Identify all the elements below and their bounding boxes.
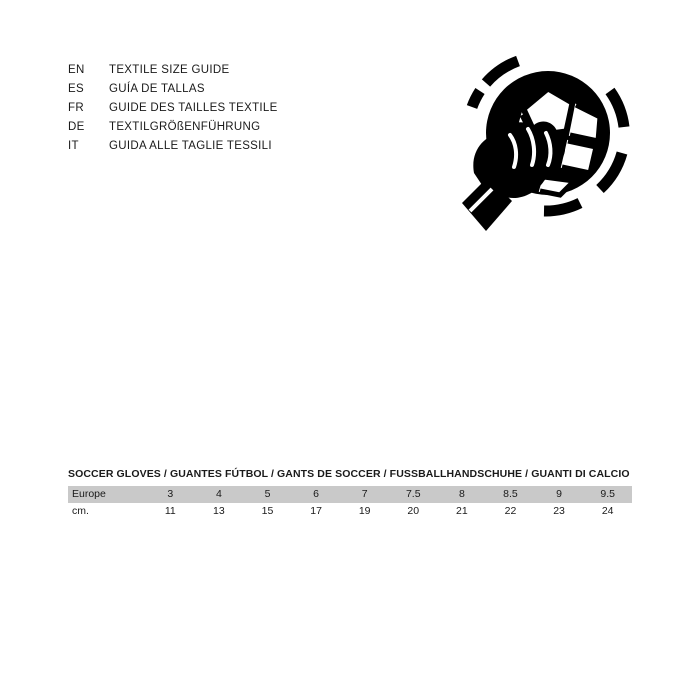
size-table-caption: SOCCER GLOVES / GUANTES FÚTBOL / GANTS DE SOCCER / FUSSBALLHANDSCHUHE / GUANTI DI CALCIO [68, 468, 630, 480]
table-row [68, 486, 632, 503]
table-cell: 7.5 [405, 488, 421, 500]
table-cell: 6 [313, 488, 319, 500]
table-cell: 9.5 [600, 488, 615, 500]
table-cell: 4 [215, 488, 222, 500]
language-title: TEXTILE SIZE GUIDE [109, 64, 230, 76]
language-title: GUIDE DES TAILLES TEXTILE [109, 102, 278, 114]
language-code: EN [68, 64, 85, 76]
table-cell: 9 [556, 488, 562, 500]
row-label: Europe [72, 488, 106, 500]
goalkeeper-glove-and-ball-icon [440, 55, 630, 235]
table-cell: 8 [458, 488, 465, 500]
table-cell: 17 [310, 505, 322, 517]
table-cell: 3 [167, 488, 174, 500]
table-cell: 23 [553, 505, 565, 517]
language-row-de [68, 121, 488, 139]
language-code: ES [68, 83, 84, 95]
table-cell: 19 [358, 505, 371, 517]
table-row [68, 503, 632, 520]
language-row-es [68, 83, 488, 101]
soccer-gloves-size-table [68, 468, 632, 520]
table-cell: 11 [164, 505, 176, 517]
table-cell: 7 [361, 488, 368, 500]
size-guide-header [68, 64, 488, 159]
table-cell: 21 [456, 505, 468, 517]
language-title: TEXTILGRÖßENFÜHRUNG [109, 121, 261, 133]
language-code: DE [68, 121, 85, 133]
table-cell: 8.5 [503, 488, 518, 500]
table-cell: 15 [261, 505, 274, 517]
language-code: FR [68, 102, 84, 114]
table-cell: 20 [407, 505, 420, 517]
language-row-fr [68, 102, 488, 120]
language-title: GUÍA DE TALLAS [109, 83, 205, 95]
language-row-it [68, 140, 488, 158]
language-title: GUIDA ALLE TAGLIE TESSILI [109, 140, 272, 152]
language-row-en [68, 64, 488, 82]
table-cell: 22 [504, 505, 517, 517]
row-label: cm. [72, 505, 89, 517]
size-table-grid [68, 486, 632, 520]
table-cell: 5 [264, 488, 271, 500]
language-code: IT [68, 140, 79, 152]
table-cell: 24 [601, 505, 614, 517]
table-cell: 13 [213, 505, 225, 517]
